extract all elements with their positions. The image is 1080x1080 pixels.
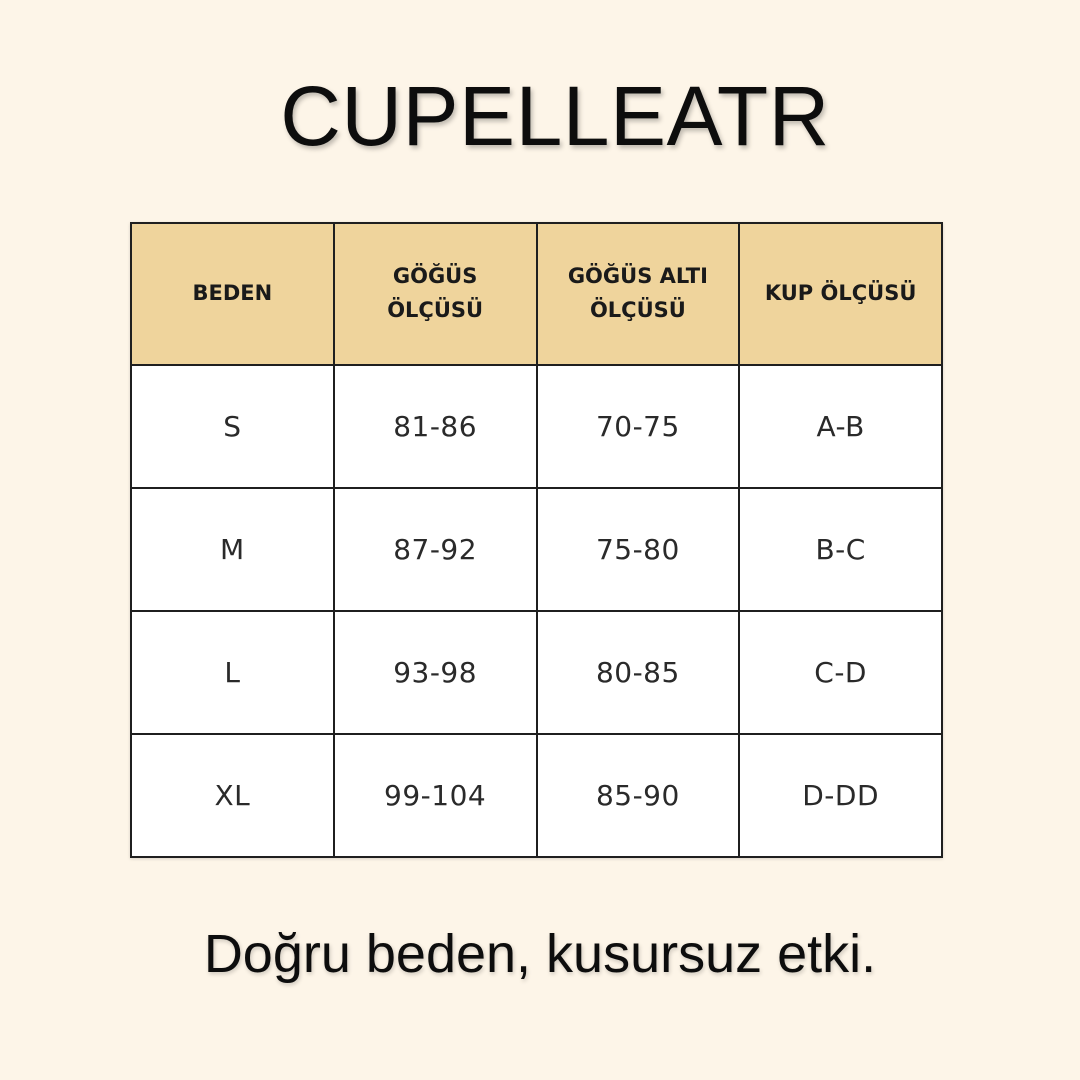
header-label: ÖLÇÜSÜ (589, 298, 686, 322)
header-bust (334, 223, 537, 365)
cell-size: XL (131, 734, 334, 857)
tagline: Doğru beden, kusursuz etki. (203, 924, 877, 984)
header-size (131, 223, 334, 365)
table-header (131, 223, 942, 365)
cell-underbust: 70-75 (537, 365, 740, 488)
cell-cup: C-D (739, 611, 942, 734)
header-underbust (537, 223, 740, 365)
cell-cup: A-B (739, 365, 942, 488)
header-label: BEDEN (192, 281, 273, 306)
cell-underbust: 85-90 (537, 734, 740, 857)
cell-cup: D-DD (739, 734, 942, 857)
cell-bust: 93-98 (334, 611, 537, 734)
cell-bust: 99-104 (334, 734, 537, 857)
header-label: KUP ÖLÇÜSÜ (764, 281, 917, 306)
cell-size: L (131, 611, 334, 734)
cell-size: M (131, 488, 334, 611)
brand-title: CUPELLEATR (280, 69, 830, 163)
table-row (131, 365, 942, 488)
size-chart-table (130, 222, 943, 858)
header-label: GÖĞÜS ALTI (567, 264, 708, 289)
header-cup (739, 223, 942, 365)
header-label: GÖĞÜS (392, 264, 478, 289)
header-row (131, 223, 942, 365)
cell-cup: B-C (739, 488, 942, 611)
header-label: ÖLÇÜSÜ (387, 298, 484, 322)
cell-bust: 81-86 (334, 365, 537, 488)
cell-underbust: 75-80 (537, 488, 740, 611)
table-body (131, 365, 942, 857)
cell-size: S (131, 365, 334, 488)
cell-bust: 87-92 (334, 488, 537, 611)
cell-underbust: 80-85 (537, 611, 740, 734)
table-row (131, 611, 942, 734)
table-row (131, 488, 942, 611)
table-row (131, 734, 942, 857)
